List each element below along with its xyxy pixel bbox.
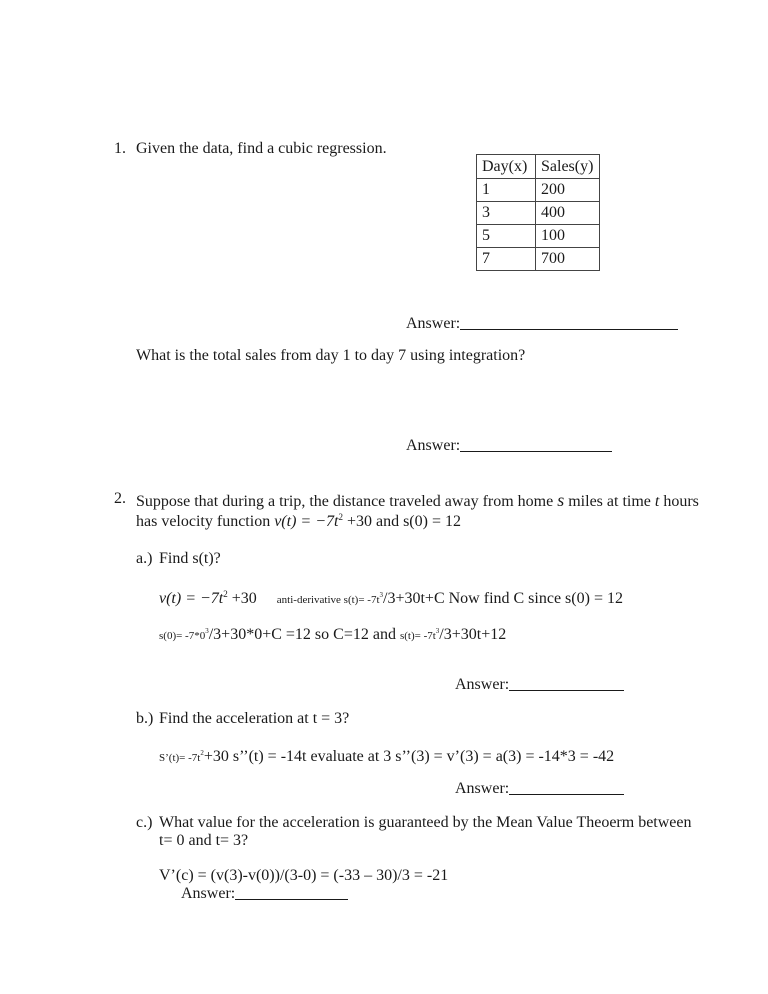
answer-label: Answer: [455,780,510,797]
exponent: 3 [379,591,384,599]
part-b-label: b.) [136,710,154,727]
prompt-text: miles at time [564,493,655,510]
exponent: 3 [205,627,209,635]
answer-blank[interactable] [460,437,612,452]
part-a-work1 [159,591,623,607]
q1-number: 1. [114,140,126,157]
part-b-answer [455,780,624,797]
antiderivative-text: anti-derivative s(t)= -7t [276,594,380,606]
answer-label: Answer: [181,885,236,902]
prompt-text: Suppose that during a trip, the distance traveled away from home [136,493,558,510]
answer-blank[interactable] [509,676,624,691]
prompt-text: and s(0) = 12 [371,513,461,530]
q1-prompt: Given the data, find a cubic regression. [136,140,387,157]
part-c-label: c.) [136,814,153,831]
velocity-tail: +30 [342,513,372,530]
part-b-question: Find the acceleration at t = 3? [159,710,350,727]
velocity-function: v(t) = −7t [159,590,224,607]
q2-number: 2. [114,490,126,507]
part-b-work [159,749,614,765]
table-row [477,202,600,225]
answer-label: Answer: [455,676,510,693]
part-a-label: a.) [136,550,153,567]
part-c-answer [181,885,348,902]
q2-prompt-line2 [136,514,461,530]
velocity-function: v(t) = −7t [274,513,339,530]
var-t: t [654,493,660,510]
part-c-work: V’(c) = (v(3)-v(0))/(3-0) = (-33 – 30)/3 = -21 [159,867,449,884]
cell-sales: 400 [536,202,600,225]
part-c-question-line1: What value for the acceleration is guaranteed by the Mean Value Theoerm between [159,814,692,831]
work-text: +30 s’’(t) = -14t evaluate at 3 s’’(3) = v’(3) = a(3) = -14*3 = -42 [203,748,615,765]
header-day: Day(x) [477,155,536,179]
part-a-work2 [159,627,506,643]
q2-prompt-line1 [136,491,699,510]
work-text: S’(t)= -7t [159,752,201,764]
work-text: s(0)= -7*0 [159,630,206,642]
velocity-tail: +30 [227,590,257,607]
antiderivative-rest: /3+30t+C Now find C since s(0) = 12 [383,590,623,607]
cell-sales: 100 [536,225,600,248]
cell-sales: 700 [536,248,600,271]
cell-day: 5 [477,225,536,248]
table-row [477,248,600,271]
prompt-text: has velocity function [136,513,275,530]
answer-label: Answer: [406,315,461,332]
table-header-row [477,155,600,179]
sales-data-table [476,154,600,271]
exponent: 3 [435,627,440,635]
q1-answer2 [406,437,612,454]
table-row [477,179,600,202]
header-sales: Sales(y) [536,155,600,179]
part-a-answer [455,676,624,693]
part-c-question-line2: t= 0 and t= 3? [159,832,249,849]
work-text: /3+30t+12 [439,626,507,643]
prompt-text: hours [659,493,699,510]
exponent: 2 [200,749,204,757]
answer-blank[interactable] [235,885,348,900]
cell-day: 1 [477,179,536,202]
answer-blank[interactable] [460,315,678,330]
work-text: s(t)= -7t [399,630,436,642]
table-row [477,225,600,248]
q1-answer1 [406,315,678,332]
cell-day: 3 [477,202,536,225]
cell-sales: 200 [536,179,600,202]
var-s: s [557,490,565,510]
exponent: 2 [223,589,228,599]
q1-followup: What is the total sales from day 1 to day 7 using integration? [136,347,526,364]
exponent: 2 [338,512,343,522]
answer-label: Answer: [406,437,461,454]
part-a-question: Find s(t)? [159,550,221,567]
cell-day: 7 [477,248,536,271]
answer-blank[interactable] [509,780,624,795]
work-text: /3+30*0+C =12 so C=12 and [208,626,400,643]
